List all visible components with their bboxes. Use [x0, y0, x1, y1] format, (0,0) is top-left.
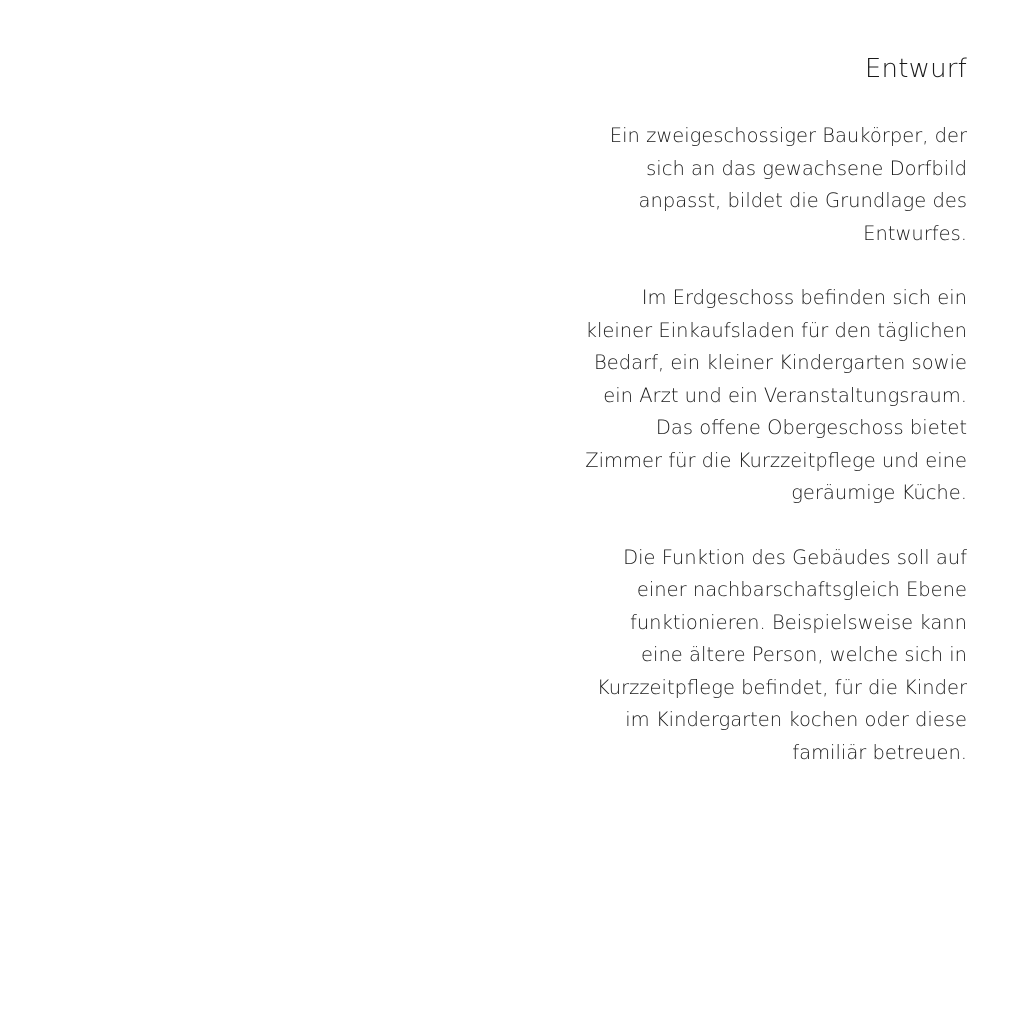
- text-line: Die Funktion des Gebäudes soll auf: [623, 545, 967, 569]
- text-line: Entwurfes.: [863, 221, 967, 245]
- text-line: familiär betreuen.: [792, 740, 967, 764]
- text-line: kleiner Einkaufsladen für den täglichen: [585, 318, 967, 342]
- text-line: Kurzzeitpflege befindet, für die Kinder: [596, 675, 967, 699]
- paragraph-function: [447, 542, 967, 770]
- text-line: im Kindergarten kochen oder diese: [625, 708, 967, 731]
- paragraph-floors: [447, 282, 967, 510]
- text-line: geräumige Küche.: [791, 481, 967, 504]
- text-line: eine ältere Person, welche sich in: [641, 643, 967, 666]
- text-line: einer nachbarschaftsgleich Ebene: [636, 578, 967, 601]
- text-column: [447, 52, 967, 801]
- text-line: Bedarf, ein kleiner Kindergarten sowie: [594, 351, 967, 374]
- text-line: sich an das gewachsene Dorfbild: [646, 156, 967, 180]
- page-title: Entwurf: [864, 54, 967, 84]
- text-line: ein Arzt und ein Veranstaltungsraum.: [603, 383, 967, 407]
- text-line: Ein zweigeschossiger Baukörper, der: [609, 124, 967, 147]
- text-line: anpasst, bildet die Grundlage des: [638, 189, 967, 212]
- paragraph-intro: [447, 120, 967, 250]
- text-line: funktionieren. Beispielsweise kann: [629, 610, 967, 634]
- text-line: Das offene Obergeschoss bietet: [655, 416, 967, 439]
- text-line: Zimmer für die Kurzzeitpflege und eine: [585, 448, 967, 472]
- text-line: Im Erdgeschoss befinden sich ein: [641, 286, 967, 309]
